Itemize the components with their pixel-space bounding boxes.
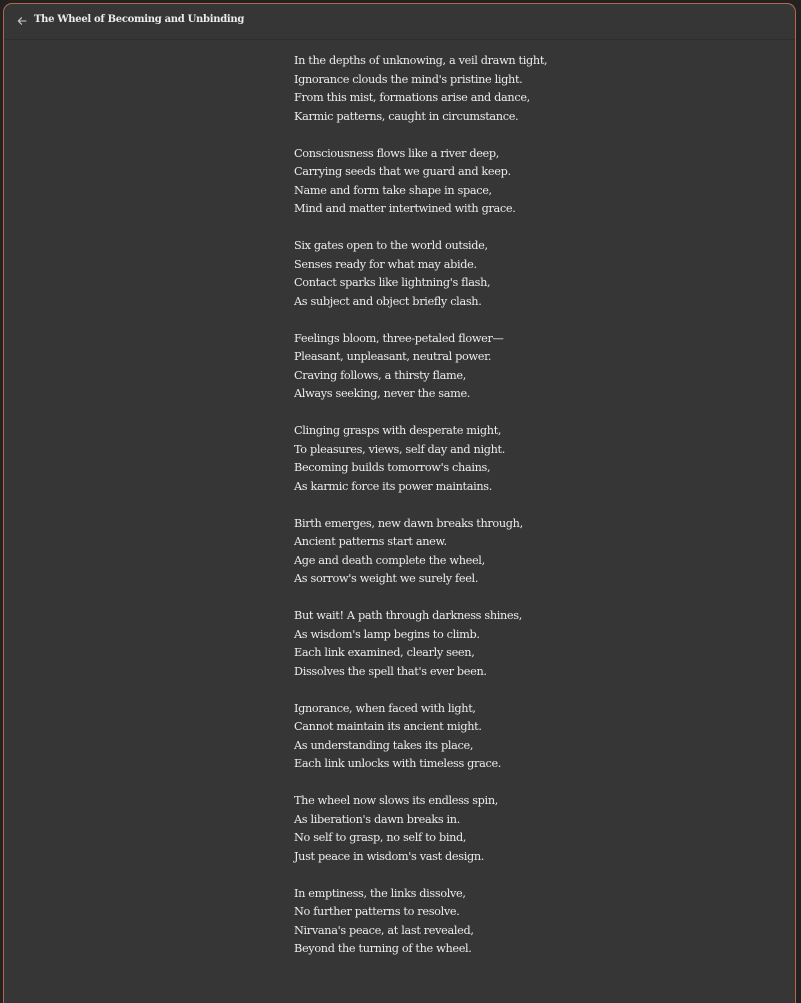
stanza [294, 330, 594, 404]
poem-line: To pleasures, views, self day and night. [294, 442, 505, 456]
header-bar [4, 4, 795, 40]
document-window [3, 3, 796, 1003]
poem-line: Each link examined, clearly seen, [294, 646, 475, 659]
stanza [294, 607, 594, 681]
poem-line: But wait! A path through darkness shines, [294, 609, 522, 622]
poem-line: Just peace in wisdom's vast design. [294, 849, 485, 863]
poem-line: In emptiness, the links dissolve, [294, 886, 466, 900]
poem-line: Six gates open to the world outside, [294, 239, 488, 252]
poem-line: No further patterns to resolve. [294, 905, 460, 918]
page-title: The Wheel of Becoming and Unbinding [34, 14, 245, 25]
poem-line: The wheel now slows its endless spin, [294, 794, 498, 807]
poem-body [294, 52, 594, 977]
stanza [294, 145, 594, 219]
poem-line: Pleasant, unpleasant, neutral power. [294, 350, 492, 363]
stanza [294, 422, 594, 496]
poem-line: Consciousness flows like a river deep, [294, 146, 500, 160]
poem-line: Carrying seeds that we guard and keep. [294, 165, 511, 178]
back-button[interactable] [15, 14, 29, 28]
poem-line: No self to grasp, no self to bind, [294, 831, 467, 844]
poem-line: Mind and matter intertwined with grace. [294, 202, 516, 215]
poem-line: Cannot maintain its ancient might. [294, 720, 482, 733]
poem-line: As karmic force its power maintains. [294, 479, 492, 493]
stanza [294, 237, 594, 311]
poem-line: In the depths of unknowing, a veil drawn tight, [294, 54, 548, 67]
poem-line: Each link unlocks with timeless grace. [294, 757, 502, 770]
poem-line: Dissolves the spell that's ever been. [294, 664, 487, 678]
poem-line: Beyond the turning of the wheel. [294, 942, 472, 955]
stanza [294, 792, 594, 866]
poem-line: Name and form take shape in space, [294, 183, 492, 197]
poem-line: As wisdom's lamp begins to climb. [294, 627, 480, 641]
stanza [294, 52, 594, 126]
poem-line: Senses ready for what may abide. [294, 257, 477, 271]
poem-line: As understanding takes its place, [294, 738, 474, 752]
poem-line: As subject and object briefly clash. [294, 294, 482, 308]
poem-line: Ancient patterns start anew. [294, 535, 447, 548]
poem-line: Clinging grasps with desperate might, [294, 424, 502, 437]
poem-line: As sorrow's weight we surely feel. [294, 572, 479, 585]
poem-line: Contact sparks like lightning's flash, [294, 276, 491, 289]
poem-line: Ignorance, when faced with light, [294, 701, 476, 715]
poem-line: Craving follows, a thirsty flame, [294, 368, 466, 382]
poem-line: As liberation's dawn breaks in. [294, 812, 460, 826]
stanza [294, 700, 594, 774]
poem-line: Becoming builds tomorrow's chains, [294, 461, 491, 474]
poem-line: From this mist, formations arise and dance, [294, 91, 530, 104]
stanza [294, 515, 594, 589]
poem-line: Ignorance clouds the mind's pristine light. [294, 72, 523, 86]
poem-line: Nirvana's peace, at last revealed, [294, 923, 474, 937]
stanza [294, 885, 594, 959]
poem-line: Age and death complete the wheel, [294, 553, 485, 567]
arrow-left-icon [17, 16, 27, 26]
poem-line: Karmic patterns, caught in circumstance. [294, 109, 519, 123]
poem-line: Birth emerges, new dawn breaks through, [294, 516, 523, 530]
poem-line: Feelings bloom, three-petaled flower— [294, 331, 504, 345]
poem-line: Always seeking, never the same. [294, 387, 471, 400]
